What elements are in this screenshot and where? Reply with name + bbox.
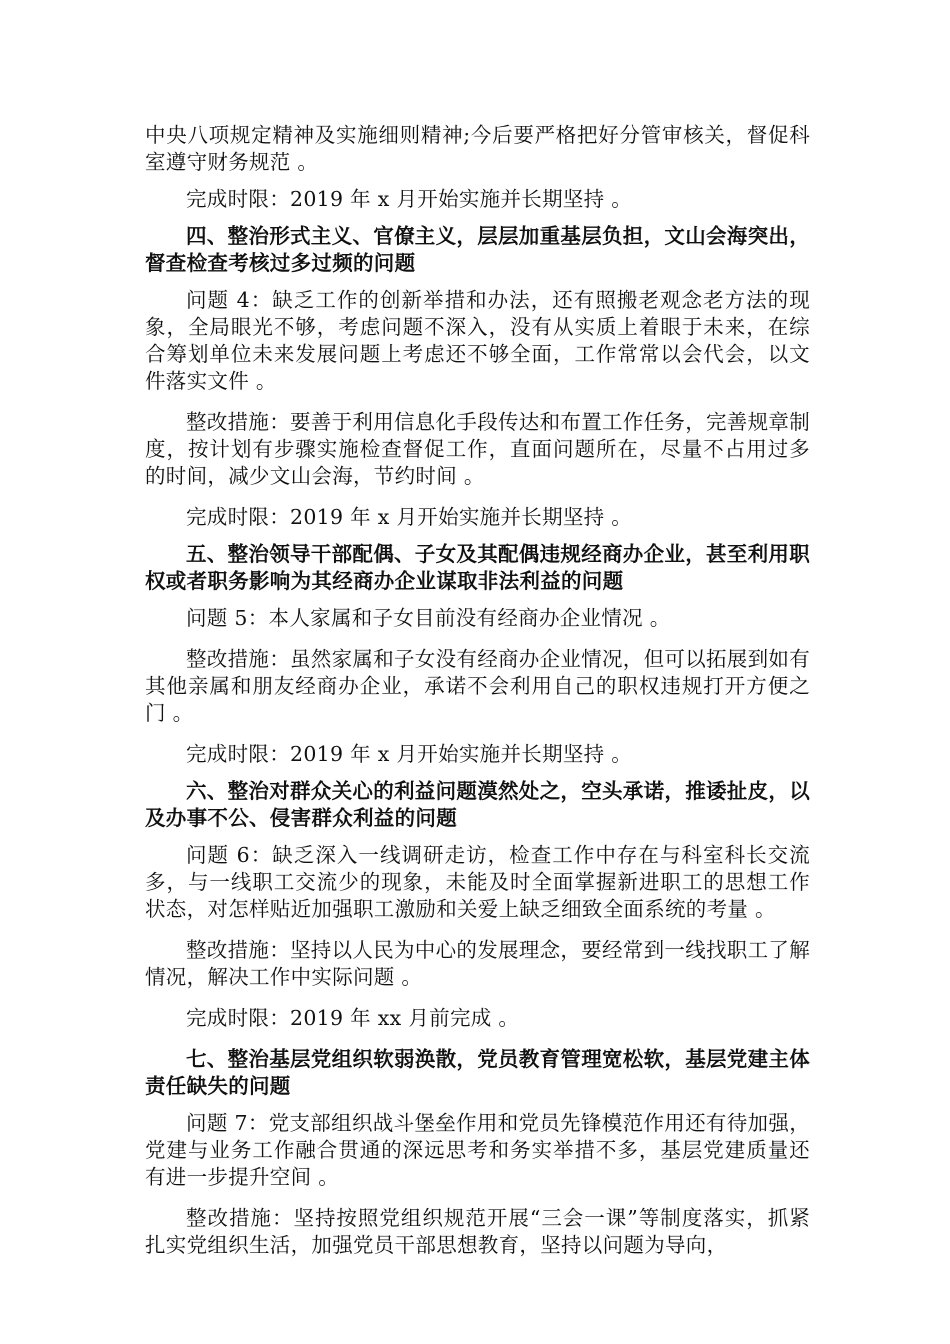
problem-4-text: 问题 4：缺乏工作的创新举措和办法，还有照搬老观念老方法的现象，全局眼光不够，考虑问题不深入，没有从实质上着眼于未来，在综合筹划单位未来发展问题上考虑还不够全面，工作常常以会代会，以文件落实文件 。 [145, 288, 810, 393]
section-heading-7: 七、整治基层党组织软弱涣散，党员教育管理宽松软，基层党建主体责任缺失的问题 [145, 1047, 810, 1098]
section-heading-4: 四、整治形式主义、官僚主义，层层加重基层负担，文山会海突出，督查检查考核过多过频的问题 [145, 224, 810, 275]
problem-7-text: 问题 7：党支部组织战斗堡垒作用和党员先锋模范作用还有待加强，党建与业务工作融合贯通的深远思考和务实举措不多，基层党建质量还有进一步提升空间 。 [145, 1111, 810, 1189]
document-page [145, 122, 810, 1259]
problem-6-text: 问题 6：缺乏深入一线调研走访，检查工作中存在与科室科长交流多，与一线职工交流少的现象，未能及时全面掌握新进职工的思想工作状态，对怎样贴近加强职工激励和关爱上缺乏细致全面系统的考量 。 [145, 843, 810, 921]
paragraph: 中央八项规定精神及实施细则精神;今后要严格把好分管审核关，督促科室遵守财务规范 。 [145, 123, 810, 174]
measures-6-text: 整改措施：坚持以人民为中心的发展理念，要经常到一线找职工了解情况，解决工作中实际问题 。 [145, 938, 810, 989]
problem-5-text: 问题 5：本人家属和子女目前没有经商办企业情况 。 [186, 606, 671, 630]
deadline-text: 完成时限：2019 年 x 月开始实施并长期坚持 。 [186, 505, 633, 529]
measures-7-text: 整改措施：坚持按照党组织规范开展“三会一课”等制度落实，抓紧扎实党组织生活，加强党员干部思想教育，坚持以问题为导向， [145, 1206, 810, 1257]
deadline-text: 完成时限：2019 年 x 月开始实施并长期坚持 。 [186, 742, 633, 766]
measures-5-text: 整改措施：虽然家属和子女没有经商办企业情况，但可以拓展到如有其他亲属和朋友经商办企业，承诺不会利用自己的职权违规打开方便之门 。 [145, 647, 810, 725]
measures-4-text: 整改措施：要善于利用信息化手段传达和布置工作任务，完善规章制度，按计划有步骤实施检查督促工作，直面问题所在，尽量不占用过多的时间，减少文山会海，节约时间 。 [145, 410, 810, 488]
deadline-text: 完成时限：2019 年 x 月开始实施并长期坚持 。 [186, 187, 633, 211]
deadline-text: 完成时限：2019 年 xx 月前完成 。 [186, 1006, 520, 1030]
section-heading-5: 五、整治领导干部配偶、子女及其配偶违规经商办企业，甚至利用职权或者职务影响为其经商办企业谋取非法利益的问题 [145, 542, 810, 593]
section-heading-6: 六、整治对群众关心的利益问题漠然处之，空头承诺，推诿扯皮，以及办事不公、侵害群众利益的问题 [145, 779, 810, 830]
